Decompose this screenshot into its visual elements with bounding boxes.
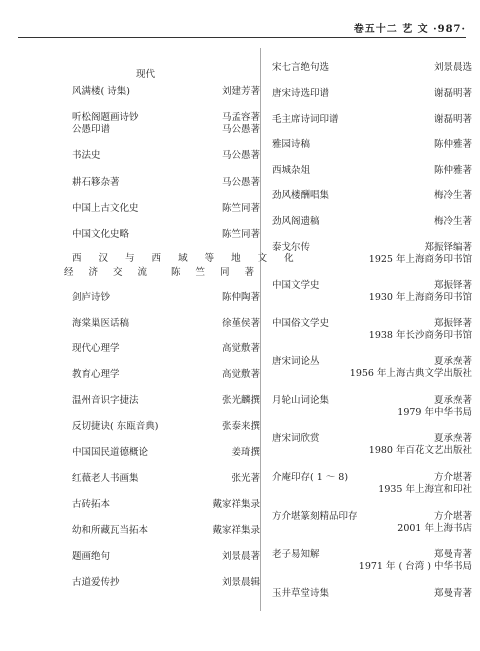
entry-author: 梅冷生著 <box>433 216 472 227</box>
bibliography-entry <box>272 242 472 266</box>
entry-author: 张光著 <box>231 473 260 484</box>
entry-title: 古道爱传抄 <box>72 577 120 588</box>
entry-title: 唐宋词欣赏 <box>272 433 320 444</box>
entry-title: 月轮山词论集 <box>272 395 330 406</box>
entry-publication: 1930 年上海商务印书馆 <box>368 292 472 303</box>
bibliography-entry <box>272 395 472 419</box>
entry-author: 陈竺同著 <box>221 203 260 214</box>
entry-publication: 1956 年上海古典文学出版社 <box>349 368 472 379</box>
bibliography-entry <box>72 421 260 433</box>
right-column <box>262 0 480 651</box>
entry-title: 毛主席诗词印谱 <box>272 114 339 125</box>
bibliography-entry <box>272 472 472 496</box>
entry-author: 刘建芳著 <box>221 86 260 97</box>
bibliography-entry <box>72 395 260 407</box>
entry-title: 温州音识字捷法 <box>72 395 139 406</box>
entry-author: 高觉敷著 <box>221 343 260 354</box>
entry-author: 刘景晨辑 <box>221 577 260 588</box>
entry-author: 梅冷生著 <box>433 190 472 201</box>
entry-author: 高觉敷著 <box>221 369 260 380</box>
entry-publication: 1935 年上海宣和印社 <box>378 484 472 495</box>
entry-author: 谢磊明著 <box>433 114 472 125</box>
entry-author: 陈仲雅著 <box>433 139 472 150</box>
entry-title: 中国国民道德概论 <box>72 447 149 458</box>
entry-title: 幼和所藏瓦当拓本 <box>72 525 149 536</box>
bibliography-entry <box>72 343 260 355</box>
entry-title: 老子易知解 <box>272 549 320 560</box>
entry-title: 中国上古文化史 <box>72 203 139 214</box>
bibliography-entry <box>72 577 260 589</box>
entry-title: 听松阁题画诗钞 <box>72 112 139 123</box>
entry-author: 夏承焘著 <box>433 395 472 406</box>
entry-title: 介庵印存( 1 ～ 8) <box>272 472 349 483</box>
entry-title: 风满楼( 诗集) <box>72 86 130 97</box>
entry-title: 方介堪篆刻精品印存 <box>272 511 358 522</box>
entry-title: 题画绝句 <box>72 551 111 562</box>
entry-author: 马公愚著 <box>221 177 260 188</box>
entry-title: 中国俗文学史 <box>272 318 330 329</box>
entry-title: 书法史 <box>72 150 101 161</box>
bibliography-entry <box>272 549 472 573</box>
entry-title: 海棠巢医话稿 <box>72 318 130 329</box>
entry-author: 郑振铎著 <box>433 280 472 291</box>
entry-author: 姜琦撰 <box>231 447 260 458</box>
entry-author: 刘景晨选 <box>433 62 472 73</box>
bibliography-entry <box>72 150 260 162</box>
entry-author: 郑振铎著 <box>433 318 472 329</box>
bibliography-entry <box>72 112 260 136</box>
entry-title: 西 汉 与 西 域 等 地 文 化 <box>72 253 301 264</box>
bibliography-entry <box>72 369 260 381</box>
entry-publication: 2001 年上海书店 <box>397 523 472 534</box>
entry-author: 戴家祥集录 <box>212 525 260 536</box>
bibliography-entry <box>272 62 472 74</box>
entry-title: 宋七言绝句选 <box>272 62 330 73</box>
entry-title: 唐宋诗选印谱 <box>272 88 330 99</box>
header-text: 卷五十二 艺 文 ·987· <box>353 24 466 35</box>
bibliography-entry <box>72 447 260 459</box>
bibliography-entry <box>72 86 260 98</box>
entry-title: 西城杂俎 <box>272 165 311 176</box>
entry-author: 方介堪著 <box>433 511 472 522</box>
entry-title: 现代心理学 <box>72 343 120 354</box>
entry-author: 张光麟撰 <box>221 395 260 406</box>
entry-author: 马公愚著 <box>221 150 260 161</box>
entry-author: 夏承焘著 <box>433 433 472 444</box>
bibliography-entry <box>72 318 260 330</box>
column-divider <box>260 48 261 611</box>
entry-author: 戴家祥集录 <box>212 499 260 510</box>
bibliography-entry <box>72 177 260 189</box>
bibliography-entry <box>72 473 260 485</box>
entry-author: 马孟容著 <box>221 112 260 123</box>
entry-author: 郑曼青著 <box>433 549 472 560</box>
bibliography-entry <box>64 253 301 278</box>
entry-title: 剑庐诗钞 <box>72 292 111 303</box>
bibliography-entry <box>72 203 260 215</box>
entry-title: 劲风阁遗稿 <box>272 216 320 227</box>
entry-title: 泰戈尔传 <box>272 242 311 253</box>
bibliography-entry <box>72 229 260 241</box>
entry-author: 郑曼青著 <box>433 588 472 599</box>
entry-title: 唐宋词论丛 <box>272 356 320 367</box>
entry-author: 陈仲雅著 <box>433 165 472 176</box>
entry-title: 劲风楼酬唱集 <box>272 190 330 201</box>
bibliography-entry <box>272 511 472 535</box>
entry-title: 教育心理学 <box>72 369 120 380</box>
bibliography-entry <box>72 292 260 304</box>
entry-title: 中国文学史 <box>272 280 320 291</box>
bibliography-entry <box>272 216 472 228</box>
entry-title: 耕石簃杂著 <box>72 177 120 188</box>
entry-author: 徐堇侯著 <box>221 318 260 329</box>
entry-author: 刘景晨著 <box>221 551 260 562</box>
entry-author: 陈仲陶著 <box>221 292 260 303</box>
entry-publication: 1925 年上海商务印书馆 <box>368 254 472 265</box>
bibliography-entry <box>72 499 260 511</box>
bibliography-entry <box>272 588 472 600</box>
bibliography-entry <box>272 356 472 380</box>
entry-title: 反切捷诀( 东瓯音典) <box>72 421 159 432</box>
section-title: 现代 <box>136 69 156 80</box>
bibliography-entry <box>72 525 260 537</box>
entry-publication: 1971 年 ( 台湾 ) 中华书局 <box>358 561 472 572</box>
entry-author: 夏承焘著 <box>433 356 472 367</box>
entry-publication: 1979 年中华书局 <box>397 407 472 418</box>
bibliography-entry <box>272 280 472 304</box>
entry-title: 公愚印谱 <box>72 124 111 135</box>
entry-title: 古砖拓本 <box>72 499 111 510</box>
entry-title-continued: 经 济 交 流 <box>64 267 154 278</box>
entry-author: 谢磊明著 <box>433 88 472 99</box>
entry-author: 方介堪著 <box>433 472 472 483</box>
entry-author: 张泰来撰 <box>221 421 260 432</box>
entry-author: 陈竺同著 <box>221 229 260 240</box>
entry-author: 马公愚著 <box>221 124 260 135</box>
bibliography-entry <box>272 318 472 342</box>
entry-author: 郑振铎编著 <box>424 242 472 253</box>
entry-publication: 1980 年百花文艺出版社 <box>368 445 472 456</box>
bibliography-entry <box>272 190 472 202</box>
bibliography-entry <box>272 433 472 457</box>
entry-title: 中国文化史略 <box>72 229 130 240</box>
bibliography-entry <box>272 114 472 126</box>
entry-title: 玉井草堂诗集 <box>272 588 330 599</box>
bibliography-entry <box>272 165 472 177</box>
bibliography-entry <box>272 139 472 151</box>
entry-publication: 1938 年长沙商务印书馆 <box>368 330 472 341</box>
bibliography-entry <box>72 551 260 563</box>
entry-title: 红薇老人书画集 <box>72 473 139 484</box>
bibliography-entry <box>272 88 472 100</box>
entry-author: 陈 竺 同 著 <box>170 267 260 278</box>
entry-title: 雅园诗稿 <box>272 139 311 150</box>
